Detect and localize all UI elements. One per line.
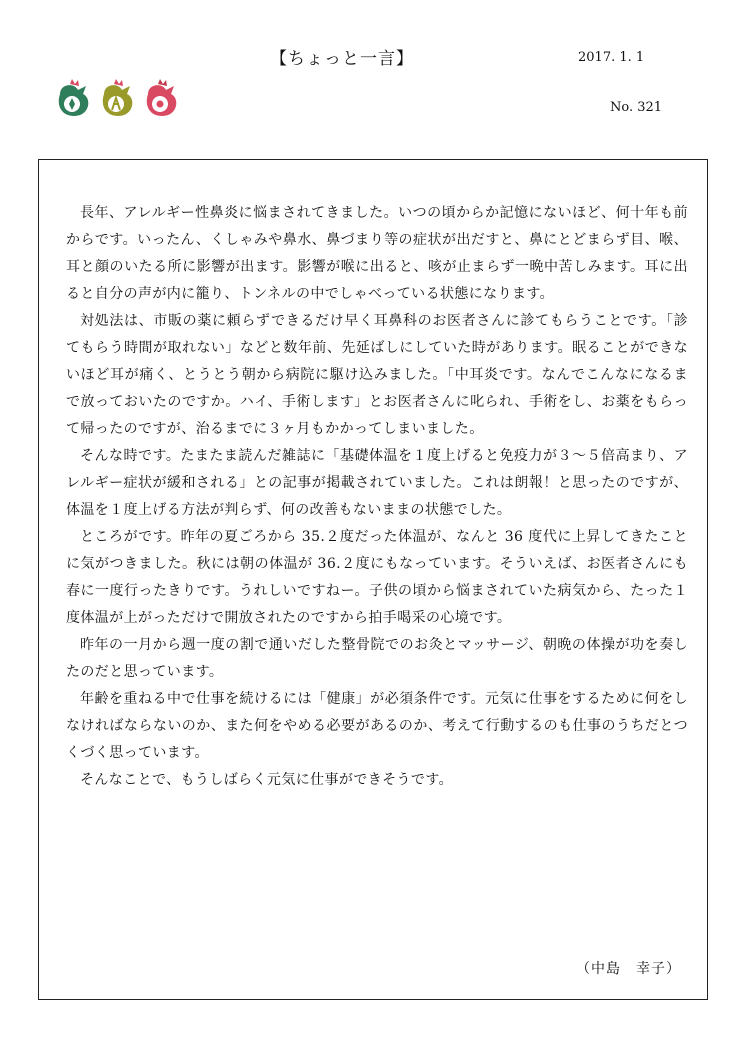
olive-rooster-icon	[103, 79, 133, 116]
paragraph-5: 昨年の一月から週一度の割で通いだした整骨院でのお灸とマッサージ、朝晩の体操が功を奏したのだと思っています。	[66, 637, 688, 680]
page-title: 【ちょっと一言】	[270, 49, 414, 69]
paragraph-4: ところがです。昨年の夏ごろから 35.２度だった体温が、なんと 36 度代に上昇してきたことに気がつきました。秋には朝の体温が 36.２度にもなっています。そういえば、お医者さんにも春に一度行ったきりです。うれしいですねー。子供の頃から悩まされていた病気から、たった１度体温が上がっただけで開放されたのですから拍手喝采の心境です。	[66, 529, 688, 626]
author-signature: （中島 幸子）	[576, 961, 681, 977]
paragraph-6: 年齢を重ねる中で仕事を続けるには「健康」が必須条件です。元気に仕事をするために何をしなければならないのか、また何をやめる必要があるのか、考えて行動するのも仕事のうちだとつくづく思っています。	[66, 691, 688, 761]
paragraph-1: 長年、アレルギー性鼻炎に悩まされてきました。いつの頃からか記憶にないほど、何十年も前からです。いったん、くしゃみや鼻水、鼻づまり等の症状が出だすと、鼻にとどまらず目、喉、耳と顔のいたる所に影響が出ます。影響が喉に出ると、咳が止まらず一晩中苦しみます。耳に出ると自分の声が内に籠り、トンネルの中でしゃべっている状態になります。	[66, 205, 688, 302]
article-body	[66, 200, 688, 794]
three-roosters-icon	[52, 76, 188, 120]
paragraph-7: そんなことで、もうしばらく元気に仕事ができそうです。	[80, 772, 453, 788]
pink-rooster-icon	[147, 79, 177, 116]
issue-date: 2017. 1. 1	[578, 50, 645, 65]
paragraph-2: 対処法は、市販の薬に頼らずできるだけ早く耳鼻科のお医者さんに診てもらうことです。「診てもらう時間が取れない」などと数年前、先延ばしにしていた時があります。眠ることができないほど耳が痛く、とうとう朝から病院に駆け込みました。「中耳炎です。なんでこんなになるまで放っておいたのですか。ハイ、手術します」とお医者さんに叱られ、手術をし、お薬をもらって帰ったのですが、治るまでに３ヶ月もかかってしまいました。	[66, 313, 688, 437]
green-rooster-icon	[59, 79, 89, 116]
paragraph-3: そんな時です。たまたま読んだ雑誌に「基礎体温を１度上げると免疫力が３～５倍高まり、アレルギー症状が緩和される」との記事が掲載されていました。これは朗報！と思ったのですが、体温を１度上げる方法が判らず、何の改善もないままの状態でした。	[66, 448, 688, 518]
issue-number: No. 321	[610, 100, 663, 115]
